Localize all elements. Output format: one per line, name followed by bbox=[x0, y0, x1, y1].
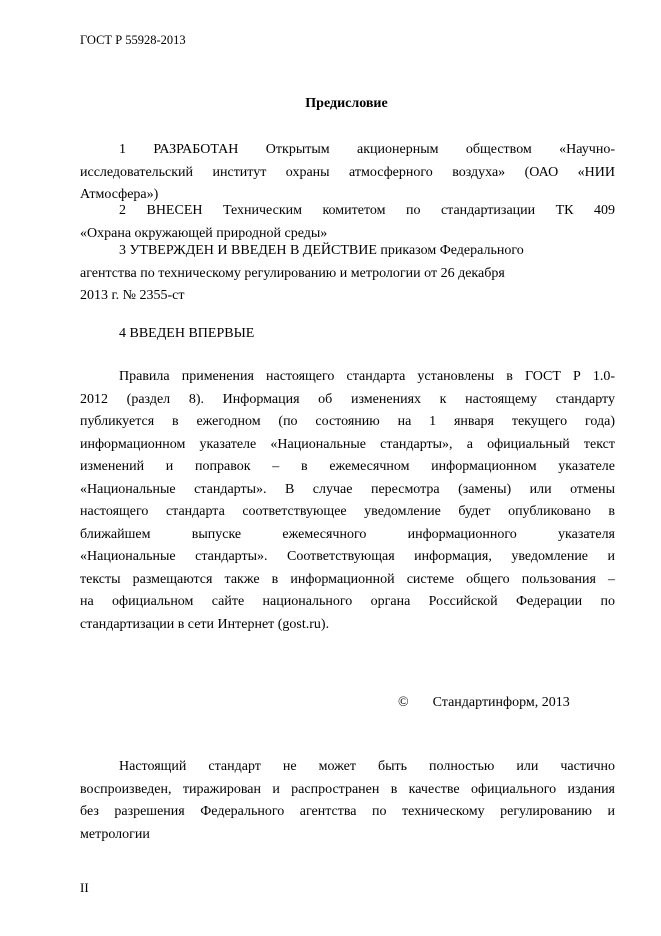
rules-line: «Национальные стандарты». В случае пересмотра (замены) или отмены bbox=[80, 481, 615, 497]
foreword-item-3 bbox=[80, 240, 615, 308]
rules-line: стандартизации в сети Интернет (gost.ru). bbox=[80, 616, 330, 632]
foreword-item-1-line: 1 РАЗРАБОТАН Открытым акционерным обществом «Научно- bbox=[119, 142, 615, 157]
rules-line: публикуется в ежегодном (по состоянию на 1 января текущего года) bbox=[80, 414, 615, 429]
foreword-item-1-line: Атмосфера») bbox=[80, 187, 159, 202]
reproduction-line: воспроизведен, тиражирован и распространен в качестве официального издания bbox=[80, 781, 615, 797]
document-header: ГОСТ Р 55928-2013 bbox=[80, 33, 186, 47]
rules-line: изменений и поправок – в ежемесячном информационном указателе bbox=[80, 459, 615, 474]
foreword-item-3-line: 2013 г. № 2355-ст bbox=[80, 288, 185, 303]
foreword-item-4 bbox=[80, 323, 615, 346]
rules-paragraph bbox=[80, 366, 615, 636]
foreword-item-1 bbox=[80, 139, 615, 207]
rules-line: ближайшем выпуске ежемесячного информационного указателя bbox=[80, 526, 615, 542]
rules-line: Правила применения настоящего стандарта установлены в ГОСТ Р 1.0- bbox=[119, 369, 615, 384]
foreword-item-2-line: «Охрана окружающей природной среды» bbox=[80, 225, 328, 241]
page-number: II bbox=[80, 880, 89, 895]
copyright-notice bbox=[398, 695, 570, 711]
reproduction-line: без разрешения Федерального агентства по техническому регулированию и bbox=[80, 804, 615, 819]
reproduction-line: Настоящий стандарт не может быть полностью или частично bbox=[119, 759, 615, 774]
rules-line: на официальном сайте национального органа Российской Федерации по bbox=[80, 594, 615, 609]
page-title: Предисловие bbox=[305, 96, 388, 111]
rules-line: тексты размещаются также в информационной системе общего пользования – bbox=[80, 571, 615, 587]
copyright-symbol: © bbox=[398, 695, 409, 710]
reproduction-notice bbox=[80, 756, 615, 846]
foreword-item-3-line: агентства по техническому регулированию и метрологии от 26 декабря bbox=[80, 265, 505, 281]
foreword-item-2-line: 2 ВНЕСЕН Техническим комитетом по стандартизации ТК 409 bbox=[119, 203, 615, 218]
foreword-item-2 bbox=[80, 200, 615, 245]
foreword-item-1-line: исследовательский институт охраны атмосферного воздуха» (ОАО «НИИ bbox=[80, 164, 615, 180]
reproduction-line: метрологии bbox=[80, 826, 150, 842]
copyright-text: Стандартинформ, 2013 bbox=[432, 695, 570, 710]
rules-line: 2012 (раздел 8). Информация об изменениях к настоящему стандарту bbox=[80, 391, 615, 407]
rules-line: «Национальные стандарты». Соответствующая информация, уведомление и bbox=[80, 549, 615, 564]
rules-line: настоящего стандарта соответствующее уведомление будет опубликовано в bbox=[80, 504, 615, 519]
foreword-item-4-line: 4 ВВЕДЕН ВПЕРВЫЕ bbox=[119, 326, 255, 341]
rules-line: информационном указателе «Национальные стандарты», а официальный текст bbox=[80, 436, 615, 452]
foreword-item-3-line: 3 УТВЕРЖДЕН И ВВЕДЕН В ДЕЙСТВИЕ приказом Федерального bbox=[119, 243, 524, 258]
